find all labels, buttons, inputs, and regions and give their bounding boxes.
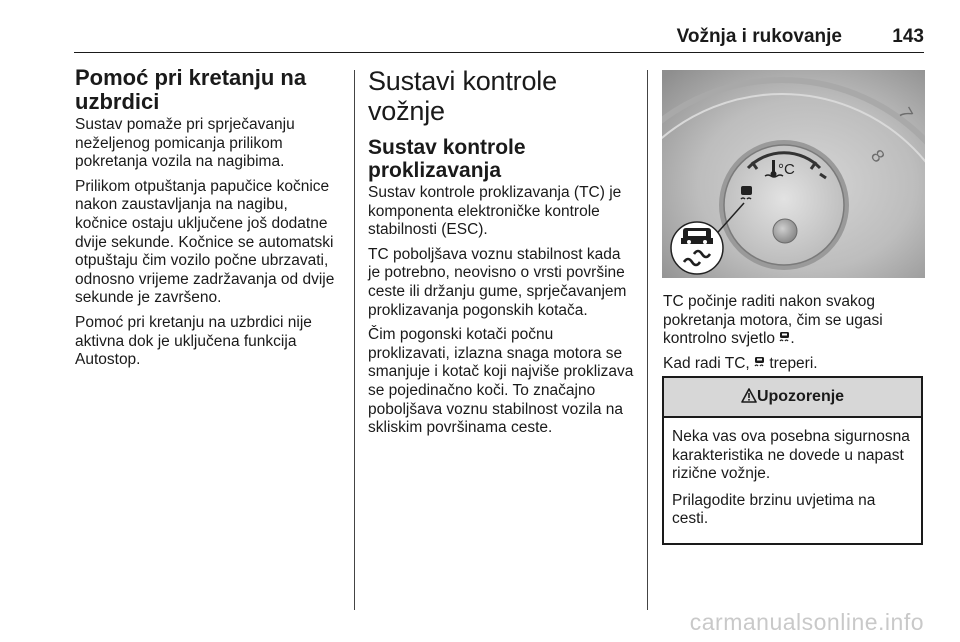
right-paragraph-2: Kad radi TC, treperi. bbox=[663, 354, 818, 372]
traction-control-icon bbox=[754, 356, 765, 369]
warning-paragraph-1: Neka vas ova posebna sigurnosna karakteristika ne dovede u napast rizične vožnje. bbox=[672, 428, 910, 483]
section-title: Sustavi kontrole vožnje bbox=[368, 66, 557, 126]
left-paragraph-3: Pomoć pri kretanju na uzbrdici nije aktivna dok je uključena funkcija Autostop. bbox=[75, 313, 312, 369]
subsection-title: Sustav kontrole proklizavanja bbox=[368, 136, 526, 182]
warning-title: Upozorenje bbox=[756, 388, 845, 405]
middle-paragraph-2: TC poboljšava voznu stabilnost kada je potrebno, neovisno o vrsti površine ceste ili držanju gume, sprječavanjem proklizavanja pogonskih kotača. bbox=[368, 245, 627, 319]
page-number: 143 bbox=[892, 26, 924, 47]
instrument-cluster-image bbox=[662, 70, 925, 278]
instrument-cluster-figure bbox=[662, 70, 925, 278]
warning-box bbox=[662, 376, 923, 545]
warning-triangle-icon bbox=[741, 388, 757, 403]
right-paragraph-1: TC počinje raditi nakon svakog pokretanja motora, čim se ugasi kontrolno svjetlo . bbox=[663, 293, 883, 348]
warning-title-bar bbox=[664, 378, 921, 418]
warning-body bbox=[664, 418, 921, 543]
header-rule bbox=[74, 52, 924, 53]
chapter-title: Vožnja i rukovanje bbox=[676, 26, 842, 47]
column-divider-right bbox=[647, 70, 648, 610]
left-paragraph-1: Sustav pomaže pri sprječavanju neželjenog pomicanja prilikom pokretanja vozila na nagibima. bbox=[75, 116, 295, 171]
traction-control-icon bbox=[779, 331, 790, 344]
hill-start-assist-heading: Pomoć pri kretanju na uzbrdici bbox=[75, 65, 307, 114]
middle-paragraph-1: Sustav kontrole proklizavanja (TC) je komponenta elektroničke kontrole stabilnosti (ESC). bbox=[368, 184, 622, 239]
dial-number-8: 8 bbox=[866, 145, 889, 167]
traction-control-callout-icon bbox=[671, 222, 723, 274]
middle-paragraph-3: Čim pogonski kotači počnu proklizavati, izlazna snaga motora se smanjuje i kotač koji najviše proklizava se pojedinačno koči. To značajno poboljšava voznu stabilnost vozila na skliskim površinama ceste. bbox=[368, 326, 634, 437]
warning-paragraph-2: Prilagodite brzinu uvjetima na cesti. bbox=[672, 491, 876, 528]
left-paragraph-2: Prilikom otpuštanja papučice kočnice nakon zaustavljanja na nagibu, kočnice ostaju uključene još dodatne dvije sekunde. Kočnice se automatski otpuštaju čim vozilo počne ubrzavati, odnosno vrijeme zadržavanja od dvije sekunde je završeno. bbox=[75, 177, 335, 307]
left-column bbox=[75, 66, 341, 376]
gauge-unit-label: °C bbox=[778, 161, 795, 178]
column-divider-left bbox=[354, 70, 355, 610]
right-column bbox=[663, 293, 925, 379]
page-header bbox=[74, 26, 924, 52]
watermark: carmanualsonline.info bbox=[689, 609, 924, 635]
dial-number-7: 7 bbox=[894, 104, 917, 123]
middle-column bbox=[368, 66, 634, 444]
